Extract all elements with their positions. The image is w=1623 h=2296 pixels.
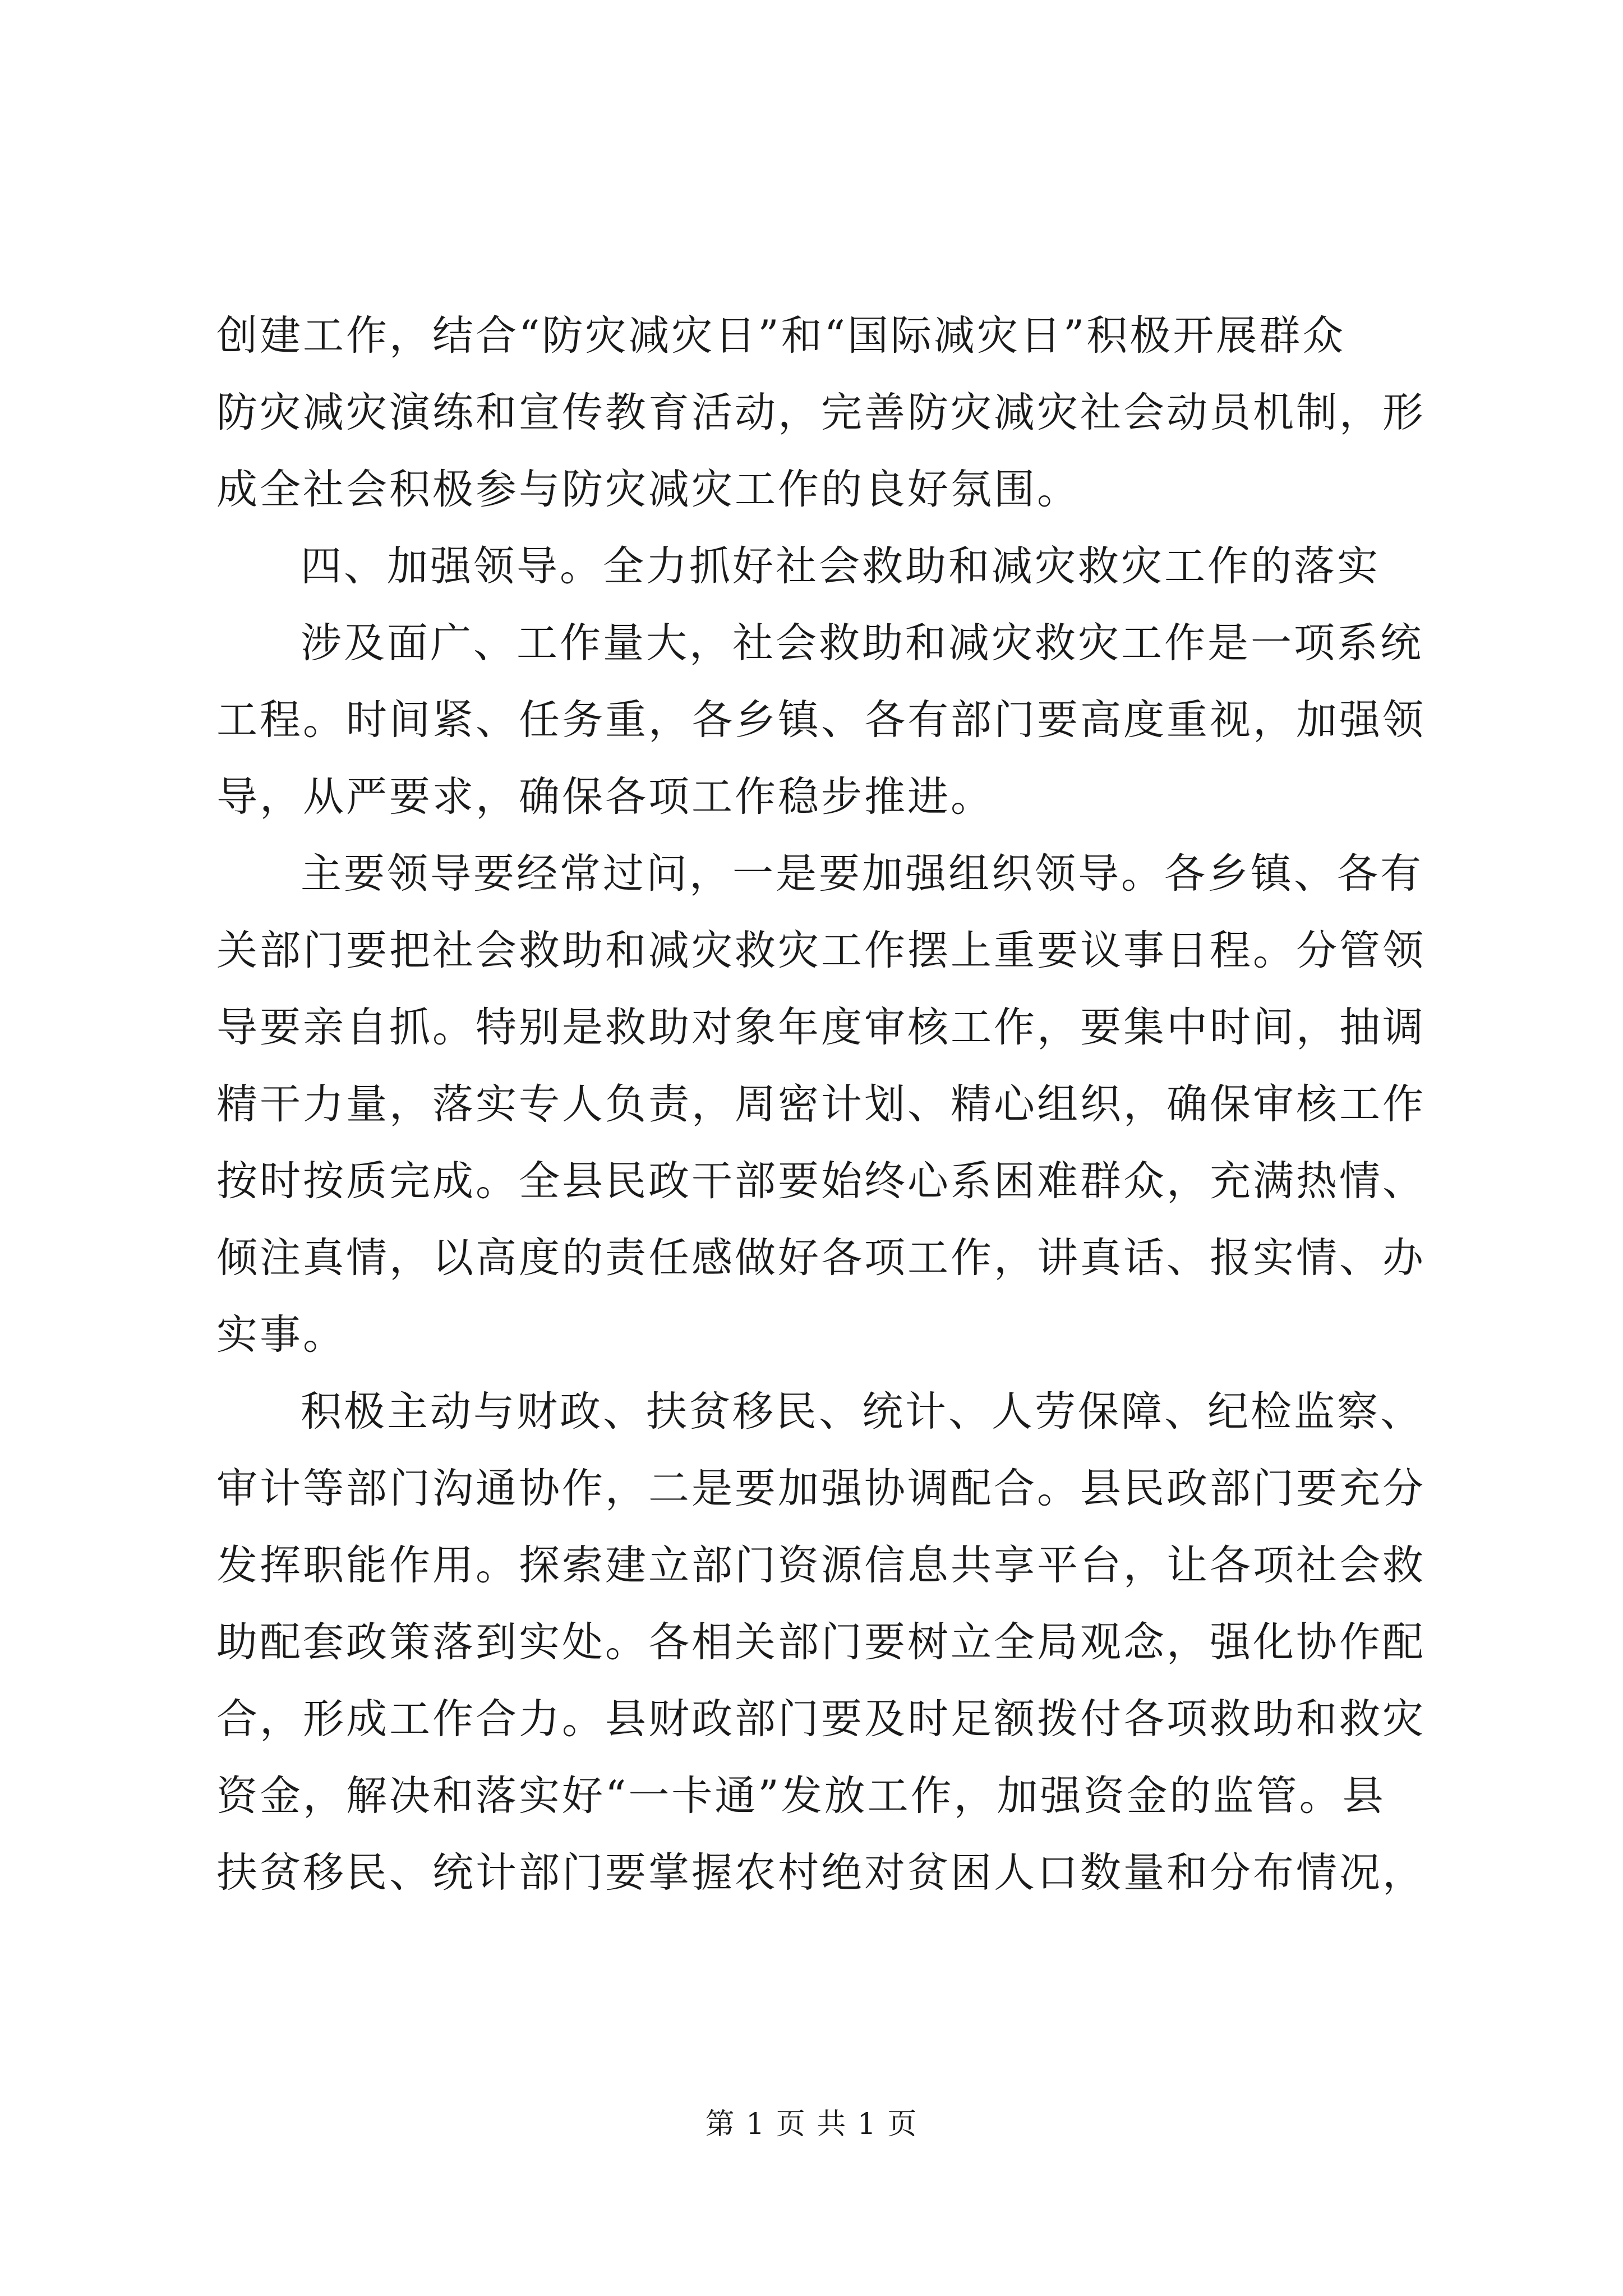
text-line: 扶贫移民、统计部门要掌握农村绝对贫困人口数量和分布情况， — [216, 1849, 1426, 1897]
document-body — [216, 297, 1426, 1911]
text-line: 审计等部门沟通协作，二是要加强协调配合。县民政部门要充分 — [216, 1465, 1426, 1512]
text-line: 导要亲自抓。特别是救助对象年度审核工作，要集中时间，抽调 — [216, 1004, 1426, 1051]
text-line: 创建工作，结合“防灾减灾日”和“国际减灾日”积极开展群众 — [216, 312, 1346, 360]
text-line: 关部门要把社会救助和减灾救灾工作摆上重要议事日程。分管领 — [216, 927, 1426, 974]
text-line: 合，形成工作合力。县财政部门要及时足额拨付各项救助和救灾 — [216, 1695, 1426, 1743]
text-line: 四、加强领导。全力抓好社会救助和减灾救灾工作的落实 — [301, 542, 1380, 590]
text-line: 导，从严要求，确保各项工作稳步推进。 — [216, 773, 994, 821]
text-line: 资金，解决和落实好“一卡通”发放工作，加强资金的监管。县 — [216, 1772, 1386, 1820]
text-line: 主要领导要经常过问，一是要加强组织领导。各乡镇、各有 — [301, 850, 1423, 898]
text-line: 实事。 — [216, 1311, 346, 1359]
text-line: 精干力量，落实专人负责，周密计划、精心组织，确保审核工作 — [216, 1080, 1426, 1128]
page-footer: 第 1 页 共 1 页 — [705, 2108, 918, 2141]
text-line: 防灾减灾演练和宣传教育活动，完善防灾减灾社会动员机制，形 — [216, 389, 1426, 436]
text-line: 发挥职能作用。探索建立部门资源信息共享平台，让各项社会救 — [216, 1542, 1426, 1589]
text-line: 工程。时间紧、任务重，各乡镇、各有部门要高度重视，加强领 — [216, 696, 1426, 744]
text-line: 助配套政策落到实处。各相关部门要树立全局观念，强化协作配 — [216, 1618, 1426, 1666]
text-line: 成全社会积极参与防灾减灾工作的良好氛围。 — [216, 466, 1080, 513]
text-line: 按时按质完成。全县民政干部要始终心系困难群众，充满热情、 — [216, 1157, 1426, 1205]
text-line: 积极主动与财政、扶贫移民、统计、人劳保障、纪检监察、 — [301, 1388, 1423, 1435]
text-line: 涉及面广、工作量大，社会救助和减灾救灾工作是一项系统 — [301, 619, 1423, 667]
text-line: 倾注真情，以高度的责任感做好各项工作，讲真话、报实情、办 — [216, 1234, 1426, 1282]
